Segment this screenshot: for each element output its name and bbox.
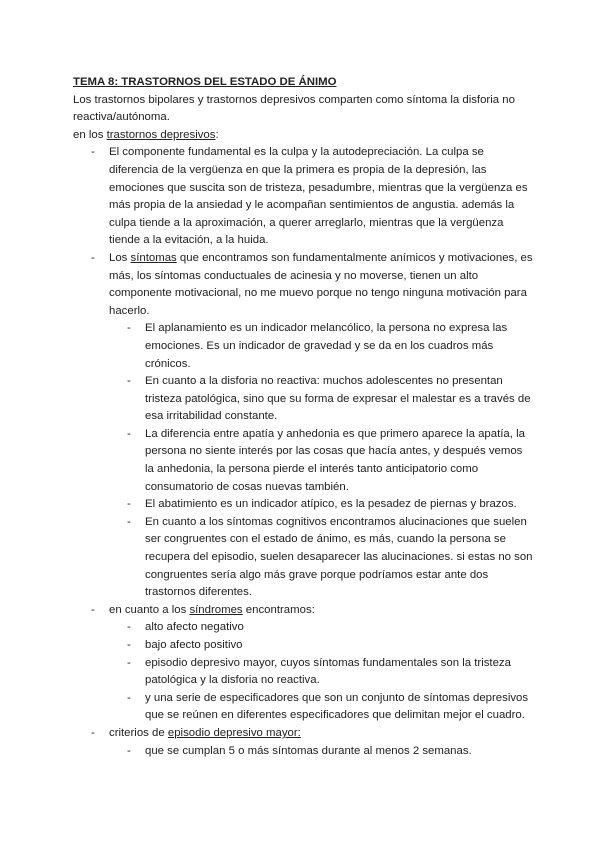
section-heading-suffix: : <box>215 128 219 141</box>
sublist-item: - bajo afecto positivo <box>109 637 533 655</box>
sintomas-sublist <box>109 320 533 602</box>
sublist-item: - que se cumplan 5 o más síntomas durante al menos 2 semanas. <box>109 743 533 761</box>
sublist-item: - El abatimiento es un indicador atípico, es la pesadez de piernas y brazos. <box>109 496 533 514</box>
sublist-item: - y una serie de especificadores que son un conjunto de síntomas depresivos que se reúnen en diferentes especificadores que delimitan mejor el cuadro. <box>109 690 533 725</box>
section-heading-underlined: trastornos depresivos <box>106 128 216 141</box>
sublist-item: - episodio depresivo mayor, cuyos síntomas fundamentales son la tristeza patológica y la disforia no reactiva. <box>109 655 533 690</box>
sublist-item: - En cuanto a los síntomas cognitivos encontramos alucinaciones que suelen ser congruentes con el estado de ánimo, es más, cuando la persona se recupera del episodio, suelen desaparecer las alucinaciones. si estas no son congruentes sería algo más grave porque podríamos estar ante dos trastornos diferentes. <box>109 514 533 602</box>
criterios-sublist <box>109 743 533 761</box>
sublist-item: - El aplanamiento es un indicador melancólico, la persona no expresa las emociones. Es un indicador de gravedad y se da en los cuadros más crónicos. <box>109 320 533 373</box>
list-item-underlined: episodio depresivo mayor: <box>167 726 301 739</box>
list-item-culpa <box>73 144 533 250</box>
list-item-text: El componente fundamental es la culpa y la autodepreciación. La culpa se diferencia de la vergüenza en que la primera es propia de la depresión, las emociones que suscita son de tristeza, pesadumbre, mientras que la vergüenza es más propia de la ansiedad y le acompañan sentimientos de angustia. además la culpa tiende a la aproximación, a querer arreglarlo, mientras que la vergüenza tiende a la evitación, a la huida. <box>109 146 528 247</box>
list-item-suffix: encontramos: <box>242 603 315 616</box>
document-title: TEMA 8: TRASTORNOS DEL ESTADO DE ÁNIMO <box>73 76 337 88</box>
list-item-sindromes <box>73 602 533 725</box>
list-item-suffix: que encontramos son fundamentalmente anímicos y motivaciones, es más, los síntomas conductuales de acinesia y no moverse, tienen un alto componente motivacional, no me muevo porque no tengo ninguna motivación para hacerlo. <box>109 251 533 317</box>
sublist-item: - alto afecto negativo <box>109 619 533 637</box>
list-item-criterios <box>73 725 533 760</box>
list-item-prefix: en cuanto a los <box>109 603 190 616</box>
sindromes-sublist <box>109 619 533 725</box>
document-page <box>73 74 533 760</box>
list-item-underlined: síntomas <box>130 251 177 264</box>
section-heading-trastornos-depresivos <box>73 127 533 145</box>
list-item-sintomas <box>73 250 533 602</box>
sublist-item: - La diferencia entre apatía y anhedonia es que primero aparece la apatía, la persona no siente interés por las cosas que hacía antes, y después vemos la anhedonia, la persona pierde el interés tanto anticipatorio como consumatorio de cosas nuevas también. <box>109 426 533 496</box>
list-item-prefix: criterios de <box>109 726 168 739</box>
list-item-underlined: síndromes <box>189 603 243 616</box>
list-item-prefix: Los <box>109 251 131 264</box>
sublist-item: - En cuanto a la disforia no reactiva: muchos adolescentes no presentan tristeza patológica, sino que su forma de expresar el malestar es a través de esa irritabilidad constante. <box>109 373 533 426</box>
main-list <box>73 144 533 760</box>
intro-paragraph: Los trastornos bipolares y trastornos depresivos comparten como síntoma la disforia no reactiva/autónoma. <box>73 93 515 124</box>
section-heading-prefix: en los <box>73 128 107 141</box>
